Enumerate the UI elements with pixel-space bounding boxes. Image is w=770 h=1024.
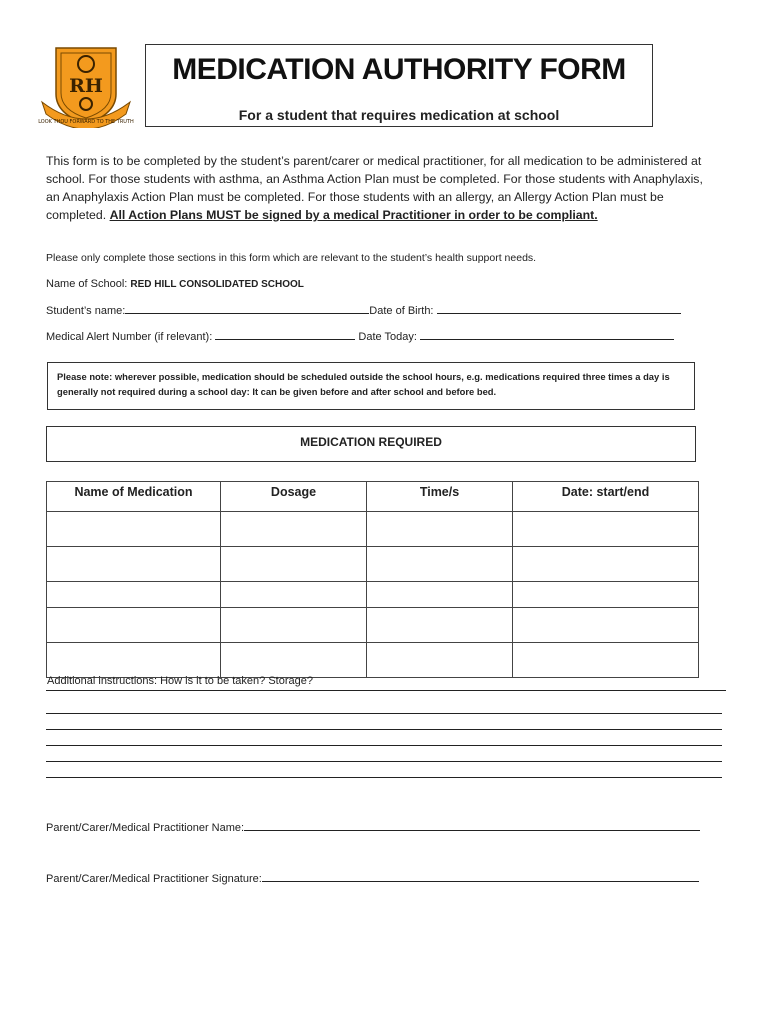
practitioner-signature-row [46,871,699,885]
additional-instructions-line-2[interactable] [46,729,722,730]
column-header-name: Name of Medication [47,482,221,512]
dates-cell[interactable] [513,582,699,608]
dosage-cell[interactable] [221,547,367,582]
svg-text:RH: RH [69,75,103,97]
title-box [145,44,653,127]
dob-label: Date of Birth: [369,305,434,317]
practitioner-signature-label: Parent/Carer/Medical Practitioner Signature: [46,873,262,885]
additional-instructions-rule [46,690,726,691]
table-row [47,608,699,643]
please-note-box: Please note: wherever possible, medication should be scheduled outside the school hours, e.g. medications required three times a day is generally not required during a school day: It can be given before and after school and before bed. [47,362,695,410]
dosage-cell[interactable] [221,608,367,643]
practitioner-signature-field[interactable] [262,871,699,882]
intro-paragraph [46,152,716,224]
student-name-row [46,303,681,317]
page-subtitle: For a student that requires medication at school [238,107,560,123]
medication-name-cell[interactable] [47,608,221,643]
medication-name-cell[interactable] [47,582,221,608]
date-today-label: Date Today: [358,331,417,343]
dosage-cell[interactable] [221,512,367,547]
column-header-dosage: Dosage [221,482,367,512]
additional-instructions-label: Additional instructions: How is it to be taken? Storage? [47,675,313,687]
table-row [47,547,699,582]
page-title: MEDICATION AUTHORITY FORM [172,53,626,86]
svg-text:LOOK THOU FORWARD TO THE TRUTH: LOOK THOU FORWARD TO THE TRUTH [38,119,134,125]
times-cell[interactable] [367,608,513,643]
medication-required-heading: MEDICATION REQUIRED [46,426,696,462]
practitioner-name-field[interactable] [244,820,700,831]
column-header-times: Time/s [367,482,513,512]
student-name-field[interactable] [125,303,369,314]
column-header-dates: Date: start/end [513,482,699,512]
medication-name-cell[interactable] [47,547,221,582]
intro-emphasis: All Action Plans MUST be signed by a medical Practitioner in order to be compliant. [109,208,598,222]
times-cell[interactable] [367,547,513,582]
medical-alert-field[interactable] [215,329,355,340]
dob-field[interactable] [437,303,681,314]
dosage-cell[interactable] [221,643,367,678]
medical-alert-label: Medical Alert Number (if relevant): [46,331,213,343]
medication-name-cell[interactable] [47,643,221,678]
school-crest-logo [38,44,134,128]
times-cell[interactable] [367,512,513,547]
table-header-row [47,482,699,512]
table-row [47,582,699,608]
table-row [47,512,699,547]
medication-name-cell[interactable] [47,512,221,547]
additional-instructions-line-5[interactable] [46,777,722,778]
relevance-note: Please only complete those sections in this form which are relevant to the student’s health support needs. [46,252,537,264]
medication-table [46,481,699,678]
practitioner-name-label: Parent/Carer/Medical Practitioner Name: [46,822,245,834]
practitioner-name-row [46,820,700,834]
times-cell[interactable] [367,643,513,678]
additional-instructions-line-3[interactable] [46,745,722,746]
student-name-label: Student’s name: [46,305,126,317]
school-name-row [46,278,304,290]
dates-cell[interactable] [513,547,699,582]
school-name-value: RED HILL CONSOLIDATED SCHOOL [130,279,304,290]
dosage-cell[interactable] [221,582,367,608]
table-row [47,643,699,678]
medical-alert-row [46,329,674,343]
date-today-field[interactable] [420,329,674,340]
dates-cell[interactable] [513,512,699,547]
dates-cell[interactable] [513,608,699,643]
school-name-label: Name of School: [46,278,128,290]
times-cell[interactable] [367,582,513,608]
dates-cell[interactable] [513,643,699,678]
additional-instructions-line-1[interactable] [46,713,722,714]
additional-instructions-line-4[interactable] [46,761,722,762]
intro-text: This form is to be completed by the student’s parent/carer or medical practitioner, for all medication to be administered at school. For those students with asthma, an Asthma Action Plan must be completed. For those students with Anaphylaxis, an Anaphylaxis Action Plan must be completed. For those students with an allergy, an Allergy Action Plan must be completed. [46,154,703,222]
